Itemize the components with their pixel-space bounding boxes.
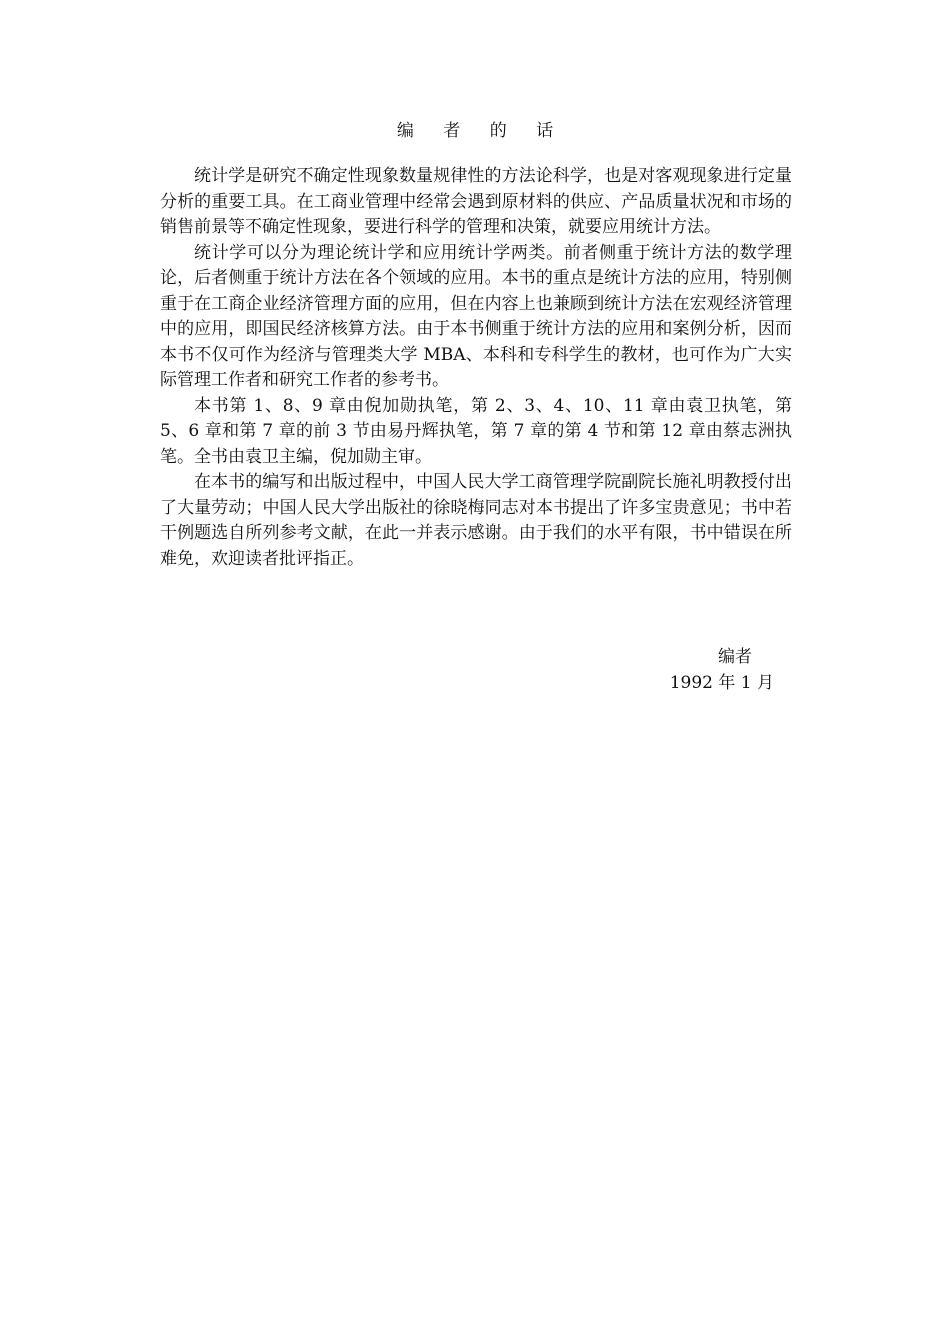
page-title: 编 者 的 话 bbox=[396, 121, 566, 141]
signature-author: 编者 bbox=[718, 647, 752, 667]
paragraph-4: 在本书的编写和出版过程中，中国人民大学工商管理学院副院长施礼明教授付出了大量劳动；中国人民大学出版社的徐晓梅同志对本书提出了许多宝贵意见；书中若干例题选自所列参考文献，在此一并表示感谢。由于我们的水平有限，书中错误在所难免，欢迎读者批评指正。 bbox=[160, 472, 792, 569]
preface-body bbox=[160, 164, 792, 572]
paragraph-1: 统计学是研究不确定性现象数量规律性的方法论科学，也是对客观现象进行定量分析的重要工具。在工商业管理中经常会遇到原材料的供应、产品质量状况和市场的销售前景等不确定性现象，要进行科学的管理和决策，就要应用统计方法。 bbox=[160, 166, 792, 237]
paragraph-3: 本书第 1、8、9 章由倪加勋执笔，第 2、3、4、10、11 章由袁卫执笔，第 5、6 章和第 7 章的前 3 节由易丹辉执笔，第 7 章的第 4 节和第 12 章由蔡志洲执笔。全书由袁卫主编，倪加勋主审。 bbox=[160, 395, 792, 467]
signature-block bbox=[670, 644, 774, 696]
paragraph-2: 统计学可以分为理论统计学和应用统计学两类。前者侧重于统计方法的数学理论，后者侧重于统计方法在各个领域的应用。本书的重点是统计方法的应用，特别侧重于在工商企业经济管理方面的应用，但在内容上也兼顾到统计方法在宏观经济管理中的应用，即国民经济核算方法。由于本书侧重于统计方法的应用和案例分析，因而本书不仅可作为经济与管理类大学 MBA、本科和专科学生的教材，也可作为广大实际管理工作者和研究工作者的参考书。 bbox=[160, 242, 792, 390]
signature-date: 1992 年 1 月 bbox=[669, 673, 774, 693]
